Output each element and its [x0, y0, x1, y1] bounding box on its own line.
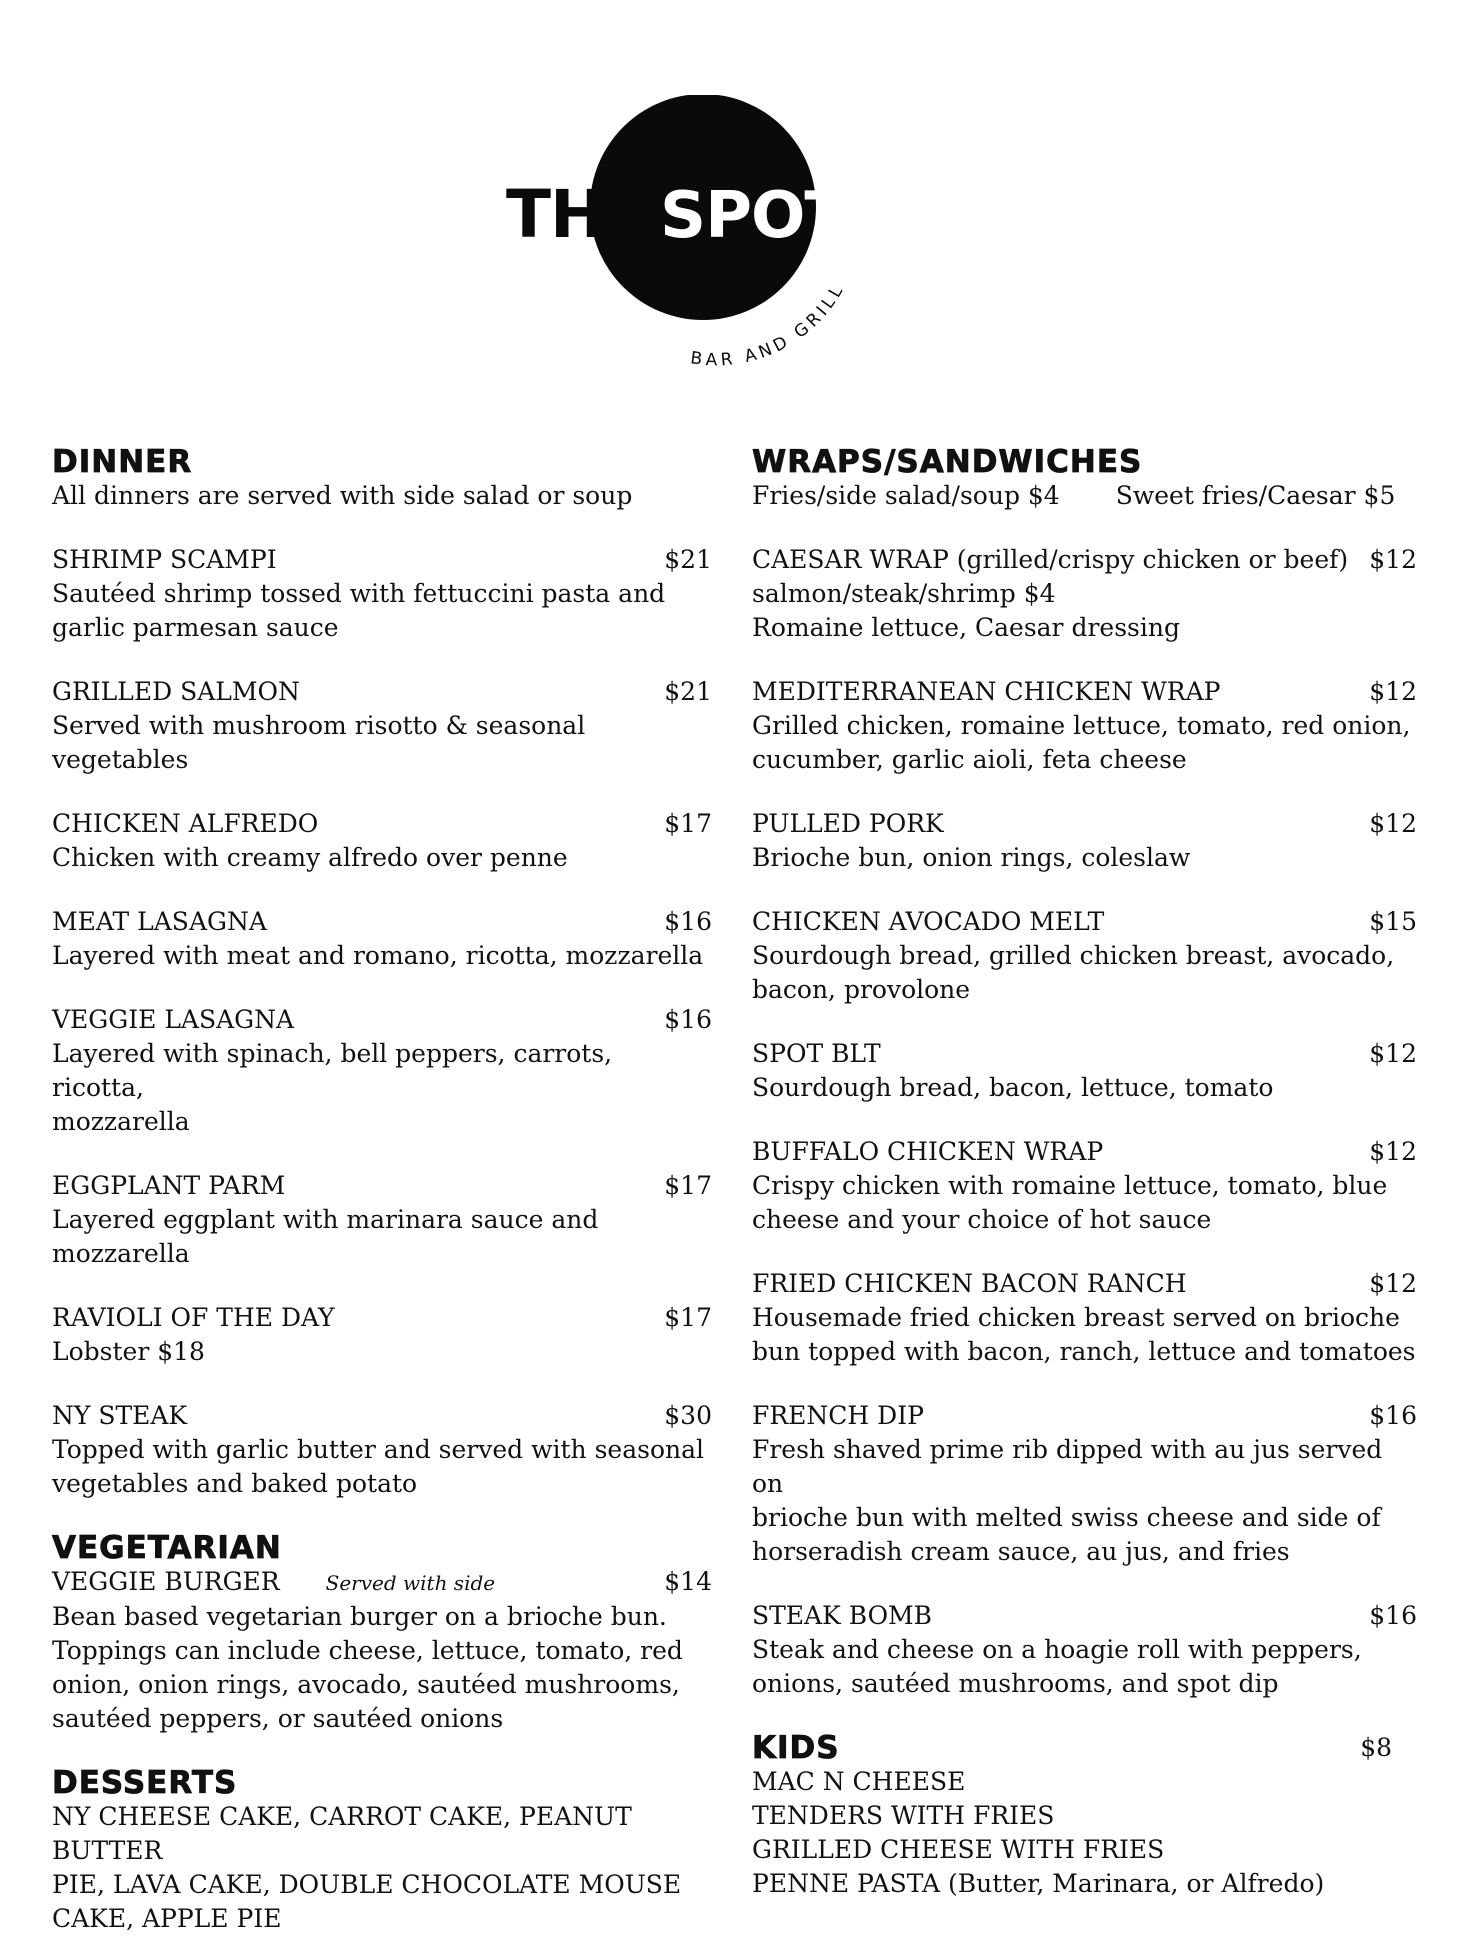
wraps-side-options	[752, 479, 1417, 513]
kids-items	[752, 1765, 1417, 1901]
menu-item	[52, 1169, 712, 1271]
menu-item	[52, 905, 712, 973]
menu-item	[752, 905, 1417, 1007]
item-name: VEGGIE LASAGNA	[52, 1005, 295, 1034]
item-price: $16	[1369, 1401, 1417, 1430]
right-column	[752, 445, 1417, 1901]
item-price: $16	[664, 1005, 712, 1034]
wraps-title: WRAPS/SANDWICHES	[752, 444, 1143, 480]
item-price: $12	[1369, 677, 1417, 706]
item-description: Layered with meat and romano, ricotta, mozzarella	[52, 941, 704, 970]
item-name: BUFFALO CHICKEN WRAP	[752, 1137, 1104, 1166]
list-item: MAC N CHEESE	[752, 1767, 966, 1796]
kids-title: KIDS $8	[752, 1730, 1392, 1766]
item-description: Chicken with creamy alfredo over penne	[52, 843, 568, 872]
left-column	[52, 445, 712, 1936]
kids-price: $8	[1360, 1733, 1392, 1762]
item-description: Bean based vegetarian burger on a brioche bun. Toppings can include cheese, lettuce, tomato, red onion, onion rings, avocado, sautéed mushrooms, sautéed peppers, or sautéed onions	[52, 1602, 683, 1733]
item-description: Housemade fried chicken breast served on brioche bun topped with bacon, ranch, lettuce and tomatoes	[752, 1303, 1416, 1366]
dinner-note: All dinners are served with side salad or soup	[52, 481, 633, 510]
item-price: $12	[1369, 1269, 1417, 1298]
menu-item	[52, 807, 712, 875]
item-description: Grilled chicken, romaine lettuce, tomato, red onion, cucumber, garlic aioli, feta cheese	[752, 711, 1411, 774]
restaurant-logo	[500, 95, 960, 395]
menu-item	[752, 1135, 1417, 1237]
item-name: CAESAR WRAP (grilled/crispy chicken or beef)	[752, 545, 1349, 574]
wraps-section	[752, 445, 1417, 1701]
item-price: $15	[1369, 907, 1417, 936]
item-name: EGGPLANT PARM	[52, 1171, 286, 1200]
menu-item	[52, 1003, 712, 1139]
menu-item	[752, 1399, 1417, 1569]
item-description: Layered eggplant with marinara sauce and mozzarella	[52, 1205, 599, 1268]
item-name: PULLED PORK	[752, 809, 944, 838]
menu-item-veggie-burger	[52, 1565, 712, 1736]
menu-item	[752, 1267, 1417, 1369]
menu-item	[752, 543, 1417, 645]
item-price: $12	[1369, 1039, 1417, 1068]
item-name: GRILLED SALMON	[52, 677, 300, 706]
list-item: GRILLED CHEESE WITH FRIES	[752, 1835, 1165, 1864]
item-description: Lobster $18	[52, 1337, 205, 1366]
item-price: $17	[664, 1171, 712, 1200]
item-name: CHICKEN AVOCADO MELT	[752, 907, 1105, 936]
list-item: TENDERS WITH FRIES	[752, 1801, 1055, 1830]
desserts-title: DESSERTS	[52, 1765, 238, 1801]
item-price: $21	[664, 677, 712, 706]
item-price: $12	[1369, 809, 1417, 838]
item-description: Sourdough bread, grilled chicken breast, avocado, bacon, provolone	[752, 941, 1395, 1004]
item-description: salmon/steak/shrimp $4 Romaine lettuce, Caesar dressing	[752, 579, 1180, 642]
item-description: Layered with spinach, bell peppers, carrots, ricotta, mozzarella	[52, 1039, 613, 1136]
item-price: $17	[664, 809, 712, 838]
item-name: NY STEAK	[52, 1401, 188, 1430]
vegetarian-section	[52, 1531, 712, 1736]
item-price: $16	[1369, 1601, 1417, 1630]
list-item: PENNE PASTA (Butter, Marinara, or Alfredo)	[752, 1869, 1325, 1898]
item-name: MEAT LASAGNA	[52, 907, 267, 936]
dinner-title: DINNER	[52, 444, 193, 480]
item-description: Topped with garlic butter and served with seasonal vegetables and baked potato	[52, 1435, 705, 1498]
item-price: $21	[664, 545, 712, 574]
desserts-section	[52, 1766, 712, 1936]
menu-item	[52, 675, 712, 777]
item-description: Fresh shaved prime rib dipped with au jus served on brioche bun with melted swiss cheese and side of horseradish cream sauce, au jus, and fries	[752, 1435, 1383, 1566]
item-price: $16	[664, 907, 712, 936]
menu-item	[752, 1599, 1417, 1701]
menu-item	[52, 543, 712, 645]
item-description: Steak and cheese on a hoagie roll with peppers, onions, sautéed mushrooms, and spot dip	[752, 1635, 1362, 1698]
menu-item	[752, 807, 1417, 875]
item-price: $12	[1369, 545, 1417, 574]
item-price: $17	[664, 1303, 712, 1332]
item-price: $14	[664, 1567, 712, 1596]
item-name: FRENCH DIP	[752, 1401, 924, 1430]
item-name: FRIED CHICKEN BACON RANCH	[752, 1269, 1187, 1298]
item-description: Sourdough bread, bacon, lettuce, tomato	[752, 1073, 1274, 1102]
item-description: Served with mushroom risotto & seasonal vegetables	[52, 711, 586, 774]
menu-item	[52, 1301, 712, 1369]
item-name: RAVIOLI OF THE DAY	[52, 1303, 335, 1332]
wraps-note-left: Fries/side salad/soup $4	[752, 481, 1060, 510]
menu-item	[52, 1399, 712, 1501]
kids-section	[752, 1731, 1417, 1901]
item-price: $30	[664, 1401, 712, 1430]
desserts-list: NY CHEESE CAKE, CARROT CAKE, PEANUT BUTTER PIE, LAVA CAKE, DOUBLE CHOCOLATE MOUSE CAKE, APPLE PIE	[52, 1802, 682, 1933]
item-name: MEDITERRANEAN CHICKEN WRAP	[752, 677, 1221, 706]
item-price: $12	[1369, 1137, 1417, 1166]
item-side-note: Served with side	[325, 1571, 496, 1595]
item-name: SPOT BLT	[752, 1039, 881, 1068]
logo-tagline: BAR AND GRILL	[689, 279, 850, 371]
vegetarian-title: VEGETARIAN	[52, 1530, 282, 1566]
dinner-section	[52, 445, 712, 1501]
menu-item	[752, 1037, 1417, 1105]
item-name: SHRIMP SCAMPI	[52, 545, 277, 574]
item-name: VEGGIE BURGER	[52, 1567, 280, 1596]
menu-item	[752, 675, 1417, 777]
item-description: Sautéed shrimp tossed with fettuccini pasta and garlic parmesan sauce	[52, 579, 666, 642]
item-name: CHICKEN ALFREDO	[52, 809, 319, 838]
logo-text-spot: SPOT	[660, 179, 848, 253]
wraps-note-right: Sweet fries/Caesar $5	[1115, 481, 1396, 510]
item-description: Crispy chicken with romaine lettuce, tomato, blue cheese and your choice of hot sauce	[752, 1171, 1388, 1234]
logo-text-the: THe	[506, 176, 649, 253]
logo-graphic	[500, 95, 960, 395]
item-description: Brioche bun, onion rings, coleslaw	[752, 843, 1191, 872]
item-name: STEAK BOMB	[752, 1601, 933, 1630]
